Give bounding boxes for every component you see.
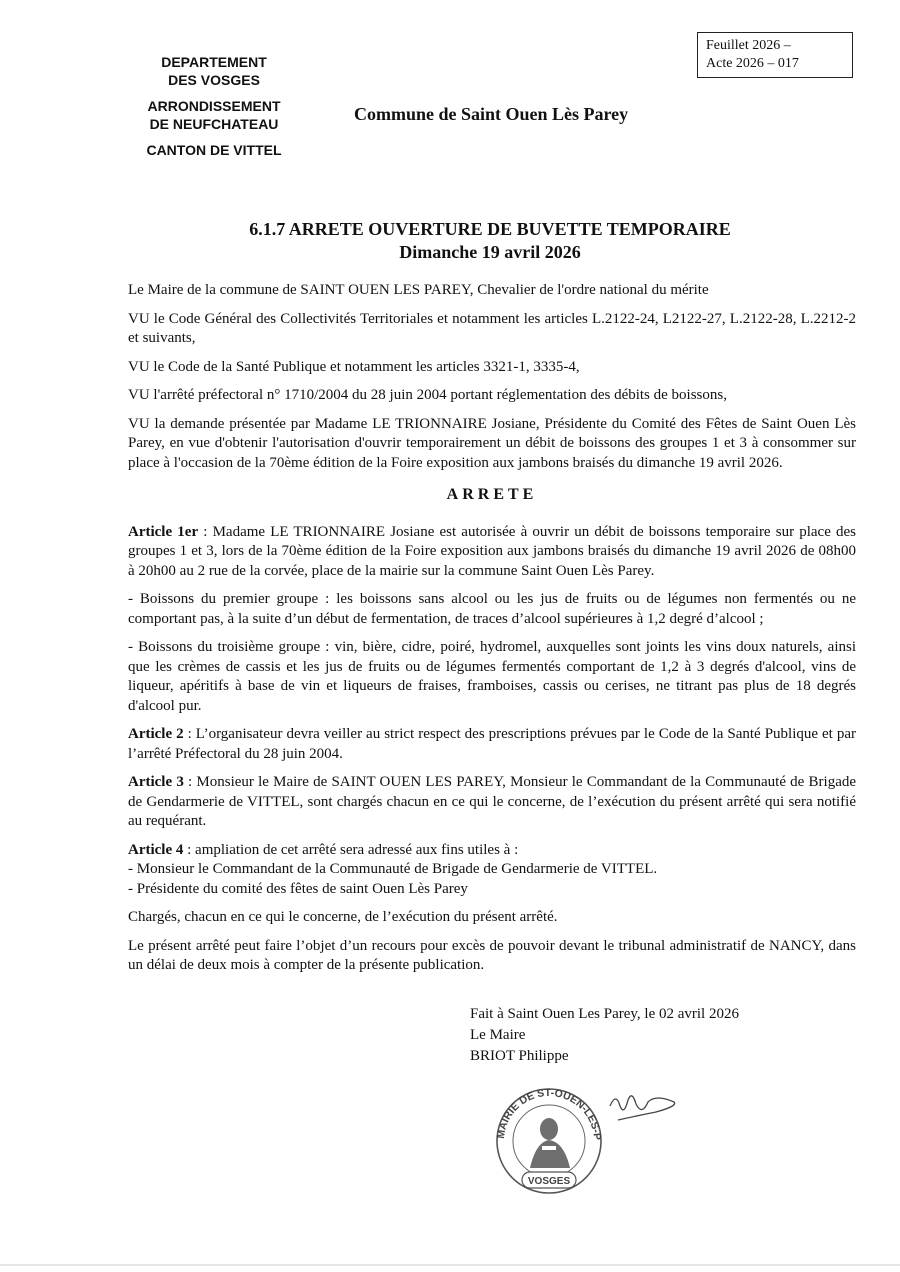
canton-line: CANTON DE VITTEL: [146, 142, 282, 158]
document-body: [128, 281, 856, 985]
document-title: 6.1.7 ARRETE OUVERTURE DE BUVETTE TEMPORAIRE: [249, 219, 731, 239]
signature-place-date: Fait à Saint Ouen Les Parey, le 02 avril 2026: [470, 1006, 739, 1022]
footer-divider: [0, 1264, 900, 1266]
recours-line: Le présent arrêté peut faire l’objet d’un recours pour excès de pouvoir devant le tribunal administratif de NANCY, dans un délai de deux mois à compter de la présente publication.: [128, 937, 856, 973]
article-2-text: : L’organisateur devra veiller au strict respect des prescriptions prévues par le Code de la Santé Publique et par l’arrêté Préfectoral du 28 juin 2004.: [128, 726, 856, 762]
stamp-bottom-text: VOSGES: [527, 1176, 571, 1187]
article-2: [128, 725, 856, 764]
signature-name: BRIOT Philippe: [470, 1048, 569, 1064]
department-header: [128, 53, 300, 159]
document-date: Dimanche 19 avril 2026: [399, 242, 581, 262]
article-4-label: Article 4: [128, 841, 184, 858]
recipient-presidente: - Présidente du comité des fêtes de saint Ouen Lès Parey: [128, 880, 468, 897]
arrondissement-line: DE NEUFCHATEAU: [149, 116, 279, 132]
feuillet-number: Feuillet 2026 –: [706, 38, 791, 53]
mairie-stamp: [486, 1084, 686, 1199]
department-block: [128, 53, 300, 89]
recipient-gendarmerie: - Monsieur le Commandant de la Communauté de Brigade de Gendarmerie de VITTEL.: [128, 861, 658, 877]
feuillet-box: [697, 32, 853, 78]
preamble-vu-arrete: VU l'arrêté préfectoral n° 1710/2004 du 28 juin 2004 portant réglementation des débits de boissons,: [128, 387, 727, 403]
arrondissement-block: [128, 97, 300, 133]
arrondissement-line: ARRONDISSEMENT: [147, 98, 281, 114]
commune-name: Commune de Saint Ouen Lès Parey: [354, 104, 629, 124]
preamble-maire: Le Maire de la commune de SAINT OUEN LES PAREY, Chevalier de l'ordre national du mérite: [128, 282, 709, 298]
preamble-vu-csp: VU le Code de la Santé Publique et notamment les articles 3321-1, 3335-4,: [128, 358, 580, 375]
charges-line: Chargés, chacun en ce qui le concerne, de l’exécution du présent arrêté.: [128, 909, 558, 925]
arrete-heading: ARRETE: [446, 486, 538, 503]
handwritten-signature-icon: [610, 1096, 675, 1120]
article-1: [128, 523, 856, 582]
stamp-ring-text: MAIRIE DE ST-OUEN-LES-P: [494, 1086, 604, 1140]
signature-block: [470, 1004, 739, 1067]
groupe-1: - Boissons du premier groupe : les boissons sans alcool ou les jus de fruits ou de légumes non fermentés ou ne comportant pas, à la suite d’un début de fermentation, de traces d’alcool supérieures à 1,2 degré d’alcool ;: [128, 591, 856, 627]
preamble-vu-demande: VU la demande présentée par Madame LE TRIONNAIRE Josiane, Présidente du Comité des Fêtes de Saint Ouen Lès Parey, en vue d'obtenir l'autorisation d'ouvrir temporairement un débit de boissons des groupes 1 et 3 à consommer sur place à l'occasion de la 70ème édition de la Foire exposition aux jambons braisés du dimanche 19 avril 2026.: [128, 415, 856, 471]
article-1-label: Article 1er: [128, 523, 199, 540]
article-4-text: : ampliation de cet arrêté sera adressé aux fins utiles à :: [183, 841, 519, 858]
article-1-text: : Madame LE TRIONNAIRE Josiane est autorisée à ouvrir un débit de boissons temporaire sur place des groupes 1 et 3, lors de la 70ème édition de la Foire exposition aux jambons braisés du dimanche 19 avril 2026 de 08h00 à 20h00 au 2 rue de la corvée, place de la mairie sur la commune Saint Ouen Lès Parey.: [128, 523, 856, 579]
preamble-vu-cgct: VU le Code Général des Collectivités Territoriales et notamment les articles L.2122-24, L2122-27, L.2122-28, L.2212-2 et suivants,: [128, 310, 856, 346]
article-3-text: : Monsieur le Maire de SAINT OUEN LES PAREY, Monsieur le Commandant de la Communauté de Brigade de Gendarmerie de VITTEL, sont chargés chacun en ce qui le concerne, de l’exécution du présent arrêté qui sera notifié au requérant.: [128, 774, 857, 829]
department-line: DES VOSGES: [168, 72, 260, 88]
article-4: [128, 841, 856, 861]
article-2-label: Article 2: [128, 726, 184, 742]
stamp-seal-icon: [486, 1084, 686, 1194]
article-3: [128, 773, 856, 832]
groupe-3: - Boissons du troisième groupe : vin, bière, cidre, poiré, hydromel, auxquelles sont joints les vins doux naturels, ainsi que les crèmes de cassis et les jus de fruits ou de légumes fermentés comportant de 1,2 à 3 degrés d'alcool, vins de liqueur, apéritifs à base de vin et liqueurs de fraises, framboises, cassis ou cerises, ne titrant pas plus de 18 degrés d'alcool pur.: [128, 639, 856, 714]
department-line: DEPARTEMENT: [161, 54, 267, 70]
signature-role: Le Maire: [470, 1027, 526, 1043]
acte-number: Acte 2026 – 017: [706, 56, 799, 71]
article-3-label: Article 3: [128, 774, 184, 790]
